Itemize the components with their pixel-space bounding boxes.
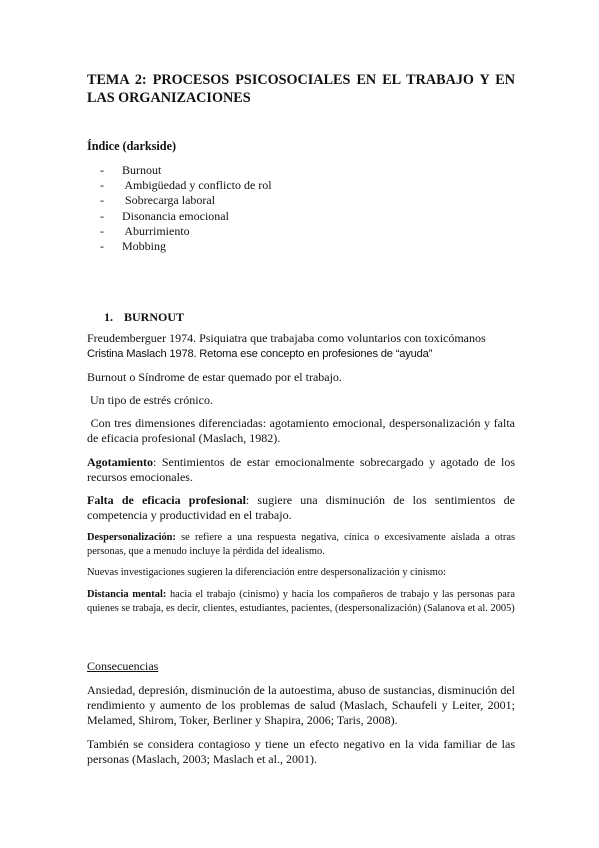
term-falta-eficacia: Falta de eficacia profesional: [87, 493, 246, 507]
index-heading: Índice (darkside): [87, 139, 177, 153]
paragraph-chronic-stress: Un tipo de estrés crónico.: [87, 393, 213, 407]
term-distancia-mental: Distancia mental:: [87, 589, 167, 600]
distancia-mental-text: hacia el trabajo (cinismo) y hacia los compañeros de trabajo y las personas para quienes se trabaja, es decir, clientes, estudiantes, pacientes, (despersonalización) (Salanova et al. 2005): [87, 589, 515, 614]
agotamiento-text: : Sentimientos de estar emocionalmente sobrecargado y agotado de los recursos emocionales.: [87, 455, 515, 484]
eficacia-text: : sugiere una disminución de los sentimientos de competencia y productividad en el trabajo.: [87, 493, 515, 522]
paragraph-consecuencias: Ansiedad, depresión, disminución de la autoestima, abuso de sustancias, disminución del rendimiento y aumento de los problemas de salud (Maslach, Schaufeli y Leiter, 2001; Melamed, Shirom, Toker, Berliner y Shapira, 2006; Taris, 2008).: [87, 683, 515, 727]
paragraph-origin-line1: Freudemberguer 1974. Psiquiatra que trabajaba como voluntarios con toxicómanos: [87, 331, 486, 345]
term-agotamiento: Agotamiento: [87, 455, 153, 469]
dimensions-text: Con tres dimensiones diferenciadas: agotamiento emocional, despersonalización y falta de eficacia profesional (Maslach, 1982).: [87, 416, 518, 445]
index-item-label: Mobbing: [122, 238, 167, 253]
consecuencias-heading: Consecuencias: [87, 659, 159, 673]
paragraph-agotamiento: [87, 455, 515, 485]
index-item-label: Sobrecarga laboral: [122, 193, 216, 208]
paragraph-despersonalizacion: [87, 531, 515, 559]
list-dash: -: [100, 163, 104, 177]
paragraph-dimensions: [87, 416, 518, 446]
paragraph-distancia-mental: [87, 588, 515, 616]
paragraph-eficacia: [87, 493, 515, 523]
list-dash: -: [100, 178, 104, 193]
document-title: TEMA 2: PROCESOS PSICOSOCIALES EN EL TRABAJO Y EN LAS ORGANIZACIONES: [87, 72, 515, 106]
list-dash: -: [100, 223, 104, 238]
section-heading-burnout: [104, 310, 184, 325]
index-item-label: Ambigüedad y conflicto de rol: [122, 178, 272, 193]
section-number: 1.: [104, 310, 113, 324]
list-dash: -: [100, 238, 104, 253]
despersonalizacion-text: se refiere a una respuesta negativa, cínica o excesivamente aislada a otras personas, que a menudo incluye la pérdida del idealismo.: [87, 532, 515, 557]
paragraph-new-research: Nuevas investigaciones sugieren la diferenciación entre despersonalización y cinismo:: [87, 567, 446, 578]
term-despersonalizacion: Despersonalización:: [87, 532, 176, 543]
index-item-label: Burnout: [122, 163, 162, 177]
list-dash: -: [100, 193, 104, 208]
index-item-label: Disonancia emocional: [122, 208, 229, 223]
paragraph-contagioso: También se considera contagioso y tiene un efecto negativo en la vida familiar de las personas (Maslach, 2003; Maslach et al., 2001).: [87, 737, 515, 766]
paragraph-definition: Burnout o Síndrome de estar quemado por el trabajo.: [87, 370, 342, 384]
section-title: BURNOUT: [124, 310, 185, 324]
list-dash: -: [100, 208, 104, 223]
paragraph-origin-line2: Cristina Maslach 1978. Retoma ese concepto en profesiones de “ayuda”: [87, 348, 433, 360]
index-item-label: Aburrimiento: [122, 223, 190, 238]
